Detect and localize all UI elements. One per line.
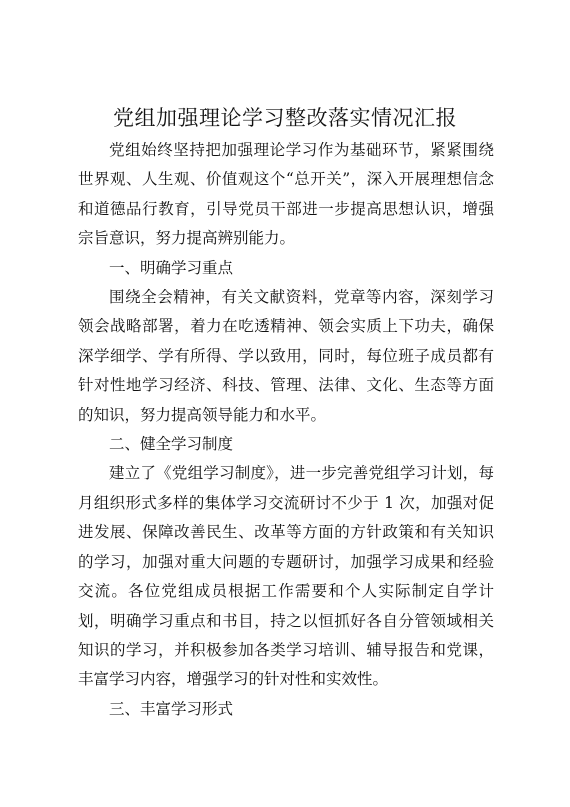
intro-paragraph: 党组始终坚持把加强理论学习作为基础环节，紧紧围绕世界观、人生观、价值观这个“总开关”，深入开展理想信念和道德品行教育，引导党员干部进一步提高思想认识，增强宗旨意识，努力提高辨别能力。 [78,141,494,248]
document-title: 党组加强理论学习整改落实情况汇报 [113,106,457,130]
section-heading-1: 一、明确学习重点 [109,258,234,277]
document-body [78,136,494,724]
section-paragraph-2: 建立了《党组学习制度》，进一步完善党组学习计划，每月组织形式多样的集体学习交流研讨不少于 1 次，加强对促进发展、保障改善民生、改革等方面的方针政策和有关知识的学习，加强对重大问题的专题研讨，加强学习成果和经验交流。各位党组成员根据工作需要和个人实际制定自学计划，明确学习重点和书目，持之以恒抓好各自分管领域相关知识的学习，并积极参加各类学习培训、辅导报告和党课，丰富学习内容，增强学习的针对性和实效性。 [78,464,494,689]
section-paragraph-1: 围绕全会精神，有关文献资料，党章等内容，深刻学习领会战略部署，着力在吃透精神、领会实质上下功夫，确保深学细学、学有所得、学以致用，同时，每位班子成员都有针对性地学习经济、科技、管理、法律、文化、生态等方面的知识，努力提高领导能力和水平。 [78,288,494,424]
section-heading-2: 二、健全学习制度 [109,435,234,454]
section-heading-3: 三、丰富学习形式 [109,699,234,718]
